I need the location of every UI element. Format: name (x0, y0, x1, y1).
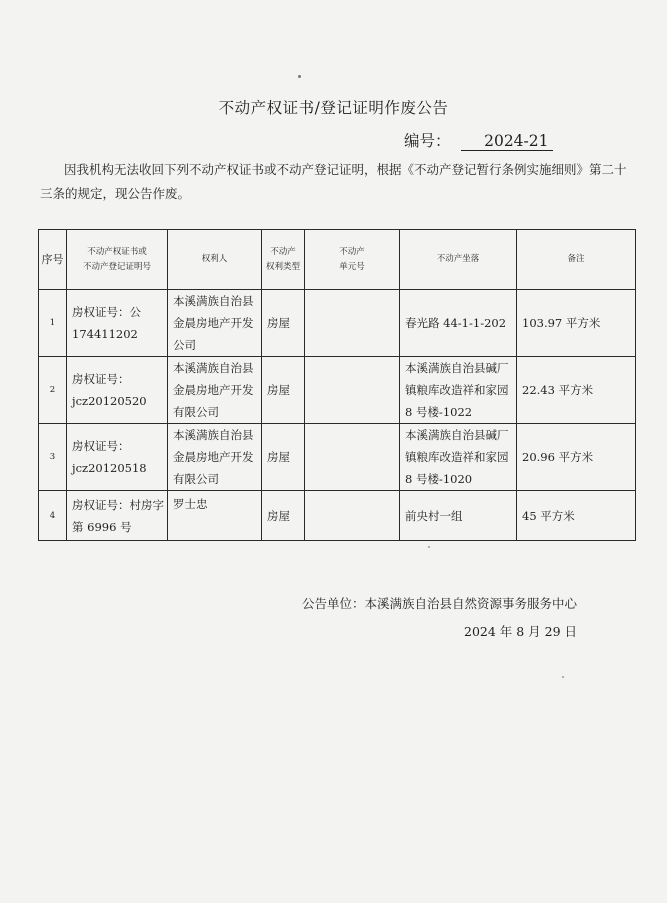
row-certificate: 房权证号：jcz20120520 (67, 357, 168, 424)
row-seq: 2 (39, 357, 67, 424)
row-location: 前央村一组 (400, 491, 517, 541)
void-certificates-table (38, 229, 636, 541)
header-unit-number-line1: 不动产 (339, 246, 365, 257)
document-number-label: 编号： (404, 132, 451, 150)
table-row (39, 357, 636, 424)
issuing-unit: 公告单位：本溪满族自治县自然资源事务服务中心 (302, 596, 578, 611)
header-unit-number (305, 230, 400, 290)
document-number (404, 129, 553, 151)
row-remark: 45 平方米 (517, 491, 636, 541)
row-location: 本溪满族自治县碱厂镇粮库改造祥和家园 8 号楼-1020 (400, 424, 517, 491)
header-right-type (262, 230, 305, 290)
table-row (39, 491, 636, 541)
row-holder: 本溪满族自治县金晨房地产开发有限公司 (168, 424, 262, 491)
row-location: 春光路 44-1-1-202 (400, 290, 517, 357)
header-remark: 备注 (517, 230, 636, 290)
row-right-type: 房屋 (262, 290, 305, 357)
row-certificate: 房权证号：jcz20120518 (67, 424, 168, 491)
row-seq: 4 (39, 491, 67, 541)
header-holder: 权利人 (168, 230, 262, 290)
document-number-value: 2024-21 (461, 132, 553, 151)
row-unit-number (305, 357, 400, 424)
row-location: 本溪满族自治县碱厂镇粮库改造祥和家园 8 号楼-1022 (400, 357, 517, 424)
header-seq: 序号 (39, 230, 67, 290)
header-certificate-line1: 不动产权证书或 (87, 246, 147, 257)
scan-speck (562, 676, 564, 678)
row-right-type: 房屋 (262, 424, 305, 491)
header-certificate (67, 230, 168, 290)
row-unit-number (305, 491, 400, 541)
scan-speck (298, 75, 301, 78)
row-right-type: 房屋 (262, 357, 305, 424)
document-title: 不动产权证书/登记证明作废公告 (218, 99, 449, 117)
row-remark: 20.96 平方米 (517, 424, 636, 491)
row-holder: 罗士忠 (168, 491, 262, 541)
table-header-row (39, 230, 636, 290)
header-right-type-line2: 权利类型 (265, 261, 300, 272)
header-certificate-line2: 不动产登记证明号 (82, 261, 151, 272)
header-right-type-line1: 不动产 (270, 246, 296, 257)
row-remark: 22.43 平方米 (517, 357, 636, 424)
intro-paragraph: 因我机构无法收回下列不动产权证书或不动产登记证明，根据《不动产登记暂行条例实施细则》第二十三条的规定，现公告作废。 (40, 162, 627, 201)
row-certificate: 房权证号：公174411202 (67, 290, 168, 357)
row-seq: 3 (39, 424, 67, 491)
row-right-type: 房屋 (262, 491, 305, 541)
row-unit-number (305, 290, 400, 357)
row-holder: 本溪满族自治县金晨房地产开发公司 (168, 290, 262, 357)
row-remark: 103.97 平方米 (517, 290, 636, 357)
row-unit-number (305, 424, 400, 491)
table-row (39, 424, 636, 491)
scan-speck (428, 546, 430, 548)
row-seq: 1 (39, 290, 67, 357)
header-location: 不动产坐落 (400, 230, 517, 290)
issue-date: 2024 年 8 月 29 日 (464, 624, 578, 639)
header-unit-number-line2: 单元号 (339, 261, 365, 272)
row-holder: 本溪满族自治县金晨房地产开发有限公司 (168, 357, 262, 424)
row-certificate: 房权证号：村房字第 6996 号 (67, 491, 168, 541)
table-row (39, 290, 636, 357)
